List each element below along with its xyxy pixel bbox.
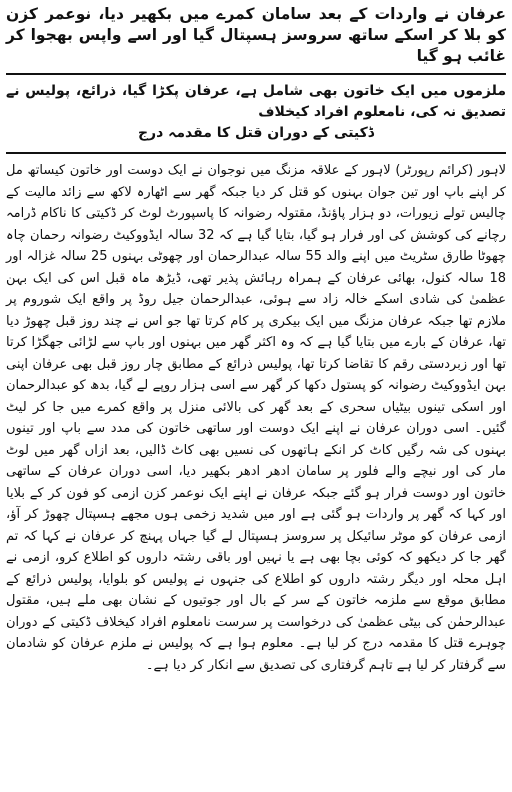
subheadline xyxy=(6,81,506,144)
article-body: لاہور (کرائم رپورٹر) لاہور کے علاقہ مزنگ میں نوجوان نے ایک دوست اور خاتون کیساتھ مل کر اپنے باپ اور تین جوان بہنوں کو قتل کر دیا جبکہ گھر سے اٹھارہ لاکھ سے زائد مالیت کے چالیس تولے زیورات، دو ہزار پاؤنڈ، مقتولہ رضوانہ کا پاسپورٹ لوٹ کر ڈکیتی کا ناکام ڈرامہ رچانے کی کوشش کی اور فرار ہو گیا، بتایا گیا ہے کہ 32 سالہ ایڈووکیٹ رضوانہ رحمان چاہ چھوٹا طارق سٹریٹ میں اپنے والد 55 سالہ عبدالرحمان اور چھوٹی بہنوں 25 سالہ غزالہ اور 18 سالہ کنول، بھائی عرفان کے ہمراہ رہائش پذیر تھی، ڈیڑھ ماہ قبل اس کی ایک بہن عظمیٰ کی شادی اسکے خالہ زاد سے ہوئی، عبدالرحمان جیل روڈ پر واقع ایک شوروم پر ملازم تھا جبکہ عرفان مزنگ میں ایک بیکری پر کام کرتا تھا جو اس نے چند روز قبل چھوڑ دیا تھا، عرفان کے بارے میں بتایا گیا ہے کہ وہ اکثر گھر میں بہنوں اور باپ سے لڑائی جھگڑا کرتا تھا اور زبردستی رقم کا تقاضا کرتا تھا، پولیس ذرائع کے مطابق چار روز قبل بھی عرفان اپنی بہن ایڈووکیٹ رضوانہ کو پستول دکھا کر گھر سے اسی ہزار روپے لے گیا، بدھ کو عبدالرحمان اور اسکی تینوں بیٹیاں سحری کے بعد گھر کی بالائی منزل پر واقع کمرے میں جا کر لیٹ گئیں۔ اسی دوران عرفان نے اپنے ایک دوست اور ساتھی خاتون کی مدد سے باپ اور تینوں بہنوں کی شہ رگیں کاٹ کر انکے ہاتھوں کی نسیں بھی کاٹ ڈالیں، بعد ازاں گھر میں لوٹ مار کی اور نیچے والے فلور پر سامان ادھر ادھر بکھیر دیا، اسی دوران عرفان کے ساتھی خاتون اور دوست فرار ہو گئے جبکہ عرفان نے اپنے ایک نوعمر کزن ازمی کو فون کر کے بلایا اور کہا کہ گھر پر واردات ہو گئی ہے اور میں شدید زخمی ہوں مجھے ہسپتال چھوڑ کر آؤ، ازمی عرفان کو موٹر سائیکل پر سروسز ہسپتال لے گیا جہاں پہنچ کر عرفان نے کہا کہ تم گھر جا کر دیکھو کہ کوئی بچا بھی ہے یا نہیں اور باقی رشتہ داروں کو اطلاع کرو، ازمی نے اہل محلہ اور دیگر رشتہ داروں کو اطلاع کی جنہوں نے پولیس کو بلوایا، پولیس ذرائع کے مطابق موقع سے ملزمہ خاتون کے سر کے بال اور جوتیوں کے نشان بھی ملے ہیں، مقتول عبدالرحمٰن کی بیٹی عظمیٰ کی درخواست پر سرست نامعلوم افراد کیخلاف ڈکیتی کے دوران چوہرے قتل کا مقدمہ درج کر لیا ہے۔ معلوم ہوا ہے کہ پولیس نے ملزم عرفان کو شادمان سے گرفتار کر لیا ہے تاہم گرفتاری کی تصدیق سے انکار کر دیا ہے۔ xyxy=(6,163,506,673)
subheadline-divider xyxy=(6,152,506,154)
headline: عرفان نے واردات کے بعد سامان کمرے میں بکھیر دیا، نوعمر کزن کو بلا کر اسکے ساتھ سروسز ہسپتال گیا اور اسے واپس بھجوا کر غائب ہو گیا xyxy=(6,5,506,65)
subheadline-line-2: ڈکیتی کے دوران قتل کا مقدمہ درج xyxy=(137,125,375,141)
subheadline-line-1: ملزموں میں ایک خاتون بھی شامل ہے، عرفان پکڑا گیا، ذرائع، پولیس نے تصدیق نہ کی، نامعلوم افراد کیخلاف xyxy=(6,83,506,120)
headline-divider xyxy=(6,73,506,75)
news-article xyxy=(6,4,506,788)
